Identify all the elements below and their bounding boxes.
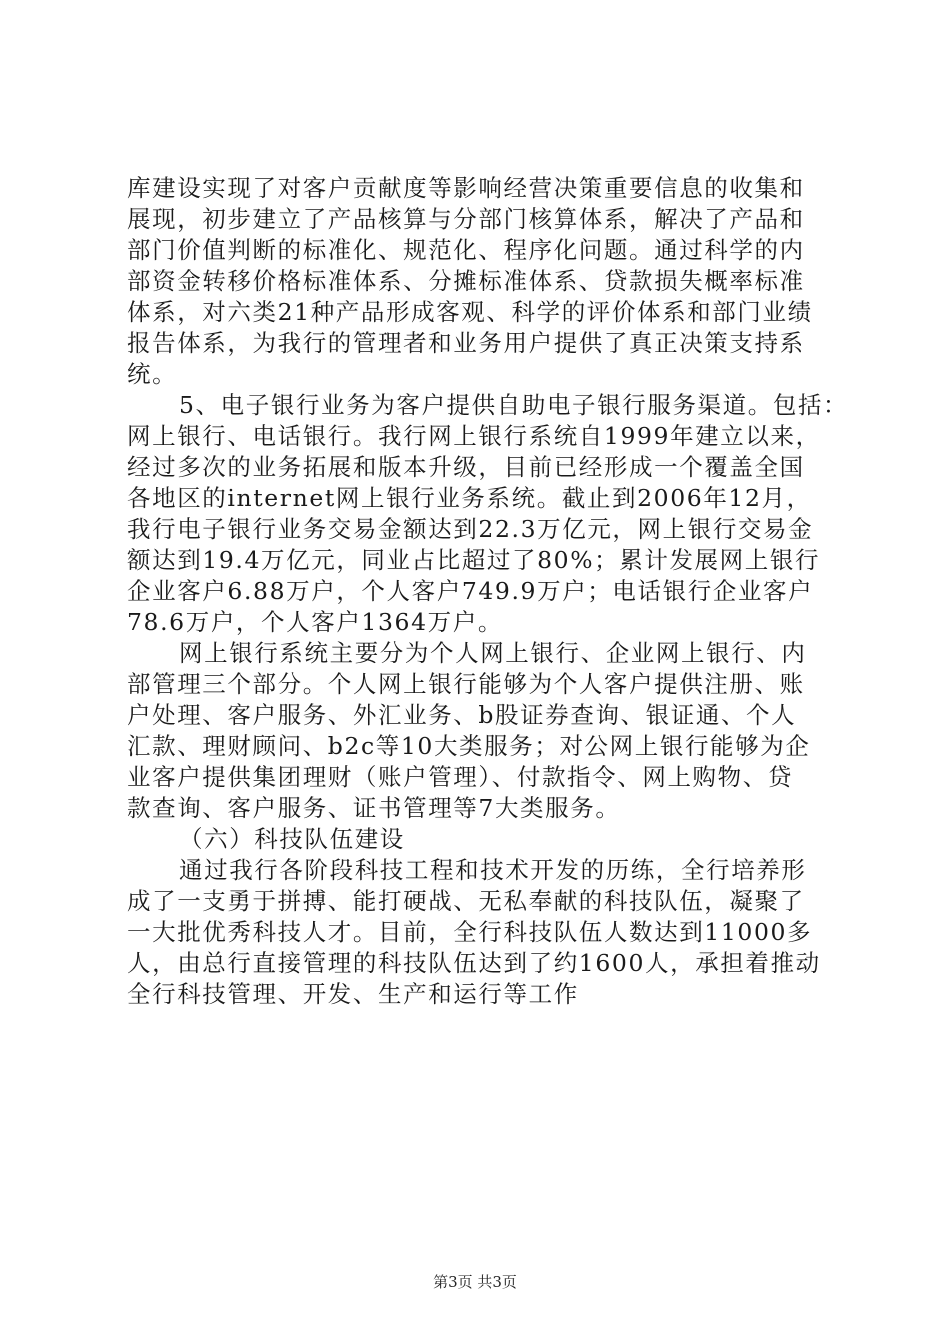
text-line: 各地区的internet网上银行业务系统。截止到2006年12月， [127, 484, 812, 512]
text-line: 业客户提供集团理财（账户管理）、付款指令、网上购物、贷 [127, 763, 793, 791]
text-line: 户处理、客户服务、外汇业务、b股证券查询、银证通、个人 [127, 701, 797, 729]
text-line: 我行电子银行业务交易金额达到22.3万亿元，网上银行交易金 [127, 515, 814, 543]
text-line: 款查询、客户服务、证书管理等7大类服务。 [127, 794, 621, 822]
text-line: 部门价值判断的标准化、规范化、程序化问题。通过科学的内 [127, 236, 805, 264]
text-line: 汇款、理财顾问、b2c等10大类服务；对公网上银行能够为企 [127, 732, 811, 760]
text-line: 报告体系，为我行的管理者和业务用户提供了真正决策支持系 [127, 329, 805, 357]
text-line: 5、电子银行业务为客户提供自助电子银行服务渠道。包括： [179, 391, 849, 419]
text-line: （六）科技队伍建设 [179, 825, 405, 853]
text-line: 经过多次的业务拓展和版本升级，目前已经形成一个覆盖全国 [127, 453, 805, 481]
text-line: 人，由总行直接管理的科技队伍达到了约1600人，承担着推动 [127, 949, 821, 977]
text-line: 库建设实现了对客户贡献度等影响经营决策重要信息的收集和 [127, 174, 805, 202]
text-line: 部资金转移价格标准体系、分摊标准体系、贷款损失概率标准 [127, 267, 805, 295]
text-line: 体系，对六类21种产品形成客观、科学的评价体系和部门业绩 [127, 298, 813, 326]
text-line: 额达到19.4万亿元，同业占比超过了80%；累计发展网上银行 [127, 546, 821, 574]
text-line: 一大批优秀科技人才。目前，全行科技队伍人数达到11000多 [127, 918, 813, 946]
text-line: 网上银行、电话银行。我行网上银行系统自1999年建立以来， [127, 422, 821, 450]
text-line: 通过我行各阶段科技工程和技术开发的历练，全行培养形 [179, 856, 807, 884]
text-line: 展现，初步建立了产品核算与分部门核算体系，解决了产品和 [127, 205, 805, 233]
text-line: 统。 [127, 360, 178, 388]
text-line: 企业客户6.88万户，个人客户749.9万户；电话银行企业客户 [127, 577, 814, 605]
text-line: 78.6万户，个人客户1364万户。 [127, 608, 503, 636]
text-line: 全行科技管理、开发、生产和运行等工作 [127, 980, 579, 1008]
text-line: 部管理三个部分。个人网上银行能够为个人客户提供注册、账 [127, 670, 805, 698]
page-footer: 第3页 共3页 [433, 1273, 517, 1291]
text-line: 网上银行系统主要分为个人网上银行、企业网上银行、内 [179, 639, 807, 667]
text-line: 成了一支勇于拼搏、能打硬战、无私奉献的科技队伍，凝聚了 [127, 887, 805, 915]
document-body [127, 173, 849, 1010]
